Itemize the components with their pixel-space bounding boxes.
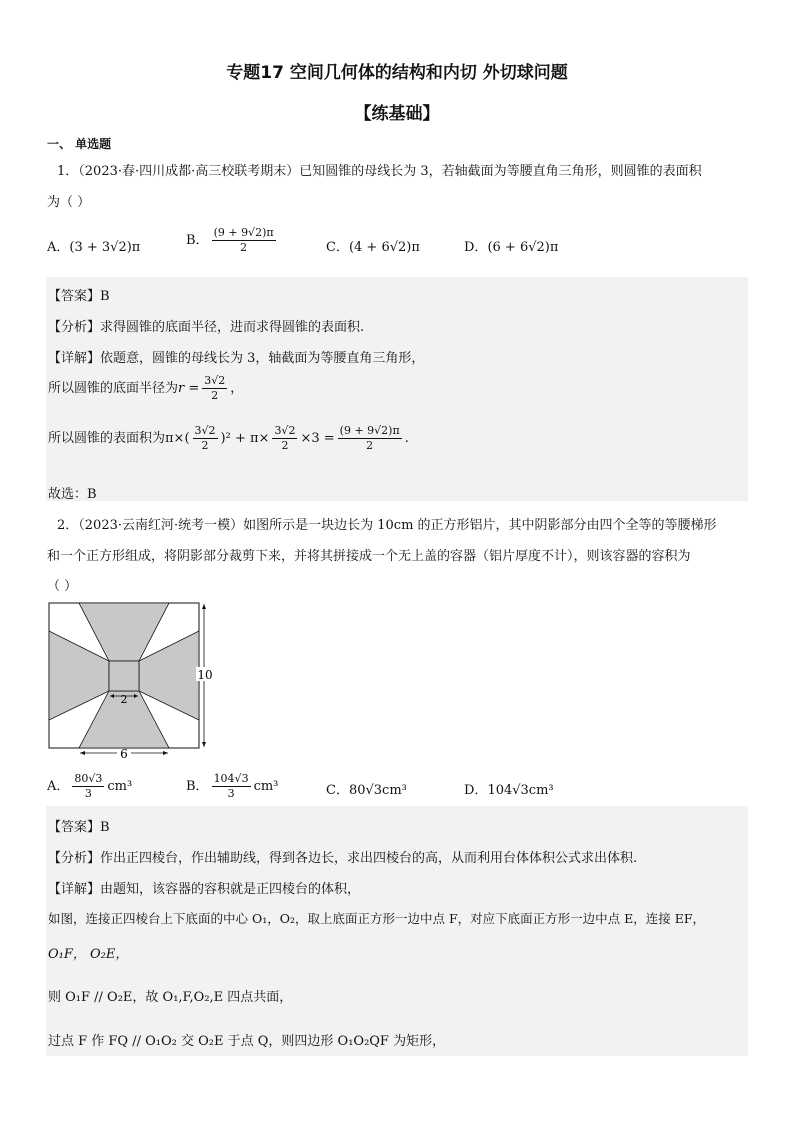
- q1-radius-numerator: 3√2: [204, 374, 226, 387]
- q2-figure-svg: [44, 598, 224, 758]
- q2-stem-line2: 和一个正方形组成，将阴影部分裁剪下来，并将其拼接成一个无上盖的容器（铝片厚度不计），则该容器的容积为: [47, 549, 691, 564]
- q1-area-a-denominator: 2: [201, 439, 209, 452]
- q1-area-c-numerator: (9 + 9√2)π: [339, 424, 400, 437]
- q2-option-b-label: B．: [186, 779, 209, 794]
- q1-radius-post: ，: [230, 381, 244, 396]
- q2-detail-line2: O₁F， O₂E，: [48, 947, 129, 962]
- q1-area-part-c: ×3 =: [300, 431, 335, 446]
- q1-radius-denominator: 2: [211, 389, 219, 402]
- q1-area-end: .: [404, 431, 409, 446]
- q2-option-c-label: C．: [326, 783, 349, 798]
- q2-option-a-label: A．: [47, 779, 70, 794]
- q2-option-b-denominator: 3: [227, 787, 235, 800]
- q2-option-d: [464, 779, 554, 798]
- q2-detail-line3: 则 O₁F // O₂E，故 O₁,F,O₂,E 四点共面，: [48, 990, 293, 1005]
- q1-area-line: [48, 424, 409, 453]
- q2-analysis: 【分析】作出正四棱台，作出辅助线，得到各边长，求出四棱台的高，从而利用台体体积公式求出体积.: [48, 851, 638, 866]
- q1-option-b-denominator: 2: [240, 241, 248, 254]
- q1-option-c-value: (4 + 6√2)π: [348, 240, 420, 255]
- q1-option-c-label: C．: [326, 240, 349, 255]
- q2-option-b-unit: cm³: [253, 779, 279, 794]
- q2-option-d-label: D．: [464, 783, 488, 798]
- q1-option-b-label: B．: [186, 233, 209, 248]
- q1-option-a: [47, 236, 140, 255]
- q1-option-c: [326, 236, 420, 255]
- arrow-head: [80, 751, 85, 755]
- q2-detail-line4: 过点 F 作 FQ // O₁O₂ 交 O₂E 于点 Q，则四边形 O₁O₂QF 为矩形，: [48, 1034, 446, 1049]
- center-square: [109, 661, 139, 691]
- q2-stem-line3: （ ）: [47, 579, 78, 594]
- page-title: 专题17 空间几何体的结构和内切 外切球问题: [226, 63, 568, 83]
- arrow-head: [202, 604, 206, 609]
- q1-option-d: [464, 236, 558, 255]
- q1-option-a-value: (3 + 3√2)π: [69, 240, 141, 255]
- q1-radius-expr: r =: [178, 381, 200, 396]
- q2-option-c-value: 80√3cm³: [348, 783, 407, 798]
- arrow-head: [163, 751, 168, 755]
- q1-area-c-denominator: 2: [366, 439, 374, 452]
- q1-area-text: 所以圆锥的表面积为: [48, 431, 166, 446]
- dim-label-2: 2: [120, 693, 128, 706]
- q1-area-part-a: π×(: [165, 431, 190, 446]
- q2-answer: 【答案】B: [48, 820, 110, 835]
- q1-area-a-numerator: 3√2: [194, 424, 216, 437]
- page-subtitle: 【练基础】: [354, 104, 440, 124]
- section-heading: 一、 单选题: [47, 137, 112, 151]
- q1-choose: 故选：B: [48, 487, 97, 502]
- q1-radius-text: 所以圆锥的底面半径为: [48, 381, 179, 396]
- q2-detail-line1: 如图，连接正四棱台上下底面的中心 O₁，O₂，取上底面正方形一边中点 F，对应下底面正方形一边中点 E，连接 EF，: [48, 911, 706, 926]
- q1-stem-line2: 为（ ）: [47, 195, 91, 210]
- q1-option-b: [186, 226, 279, 255]
- q1-area-b-numerator: 3√2: [274, 424, 296, 437]
- q2-option-b: [186, 772, 278, 801]
- q2-option-a: [47, 772, 132, 801]
- q2-option-d-value: 104√3cm³: [487, 783, 554, 798]
- dim-label-6: 6: [120, 747, 128, 758]
- q1-detail: 【详解】依题意，圆锥的母线长为 3，轴截面为等腰直角三角形，: [48, 351, 425, 366]
- q2-option-a-unit: cm³: [107, 779, 133, 794]
- q1-option-a-label: A．: [47, 240, 70, 255]
- q2-option-a-denominator: 3: [84, 787, 92, 800]
- q2-option-b-numerator: 104√3: [213, 772, 249, 785]
- q1-analysis: 【分析】求得圆锥的底面半径，进而求得圆锥的表面积.: [48, 320, 365, 335]
- q2-option-c: [326, 779, 407, 798]
- q2-solution-box: [46, 806, 748, 1056]
- q1-stem-line1: 1．（2023·春·四川成都·高三校联考期末）已知圆锥的母线长为 3，若轴截面为等腰直角三角形，则圆锥的表面积: [57, 164, 702, 179]
- q2-stem-line1: 2．（2023·云南红河·统考一模）如图所示是一块边长为 10cm 的正方形铝片，其中阴影部分由四个全等的等腰梯形: [57, 518, 717, 533]
- q1-radius-line: [48, 374, 243, 403]
- q1-area-b-denominator: 2: [281, 439, 289, 452]
- dim-label-10: 10: [197, 668, 213, 682]
- q2-option-a-numerator: 80√3: [74, 772, 103, 785]
- q1-area-part-b: )² + π×: [220, 431, 270, 446]
- q1-answer: 【答案】B: [48, 289, 110, 304]
- q2-figure: [44, 598, 224, 762]
- q2-detail: 【详解】由题知，该容器的容积就是正四棱台的体积，: [48, 882, 361, 897]
- q1-option-b-numerator: (9 + 9√2)π: [213, 226, 274, 239]
- q1-option-d-value: (6 + 6√2)π: [487, 240, 559, 255]
- arrow-head: [202, 742, 206, 747]
- q1-option-d-label: D．: [464, 240, 488, 255]
